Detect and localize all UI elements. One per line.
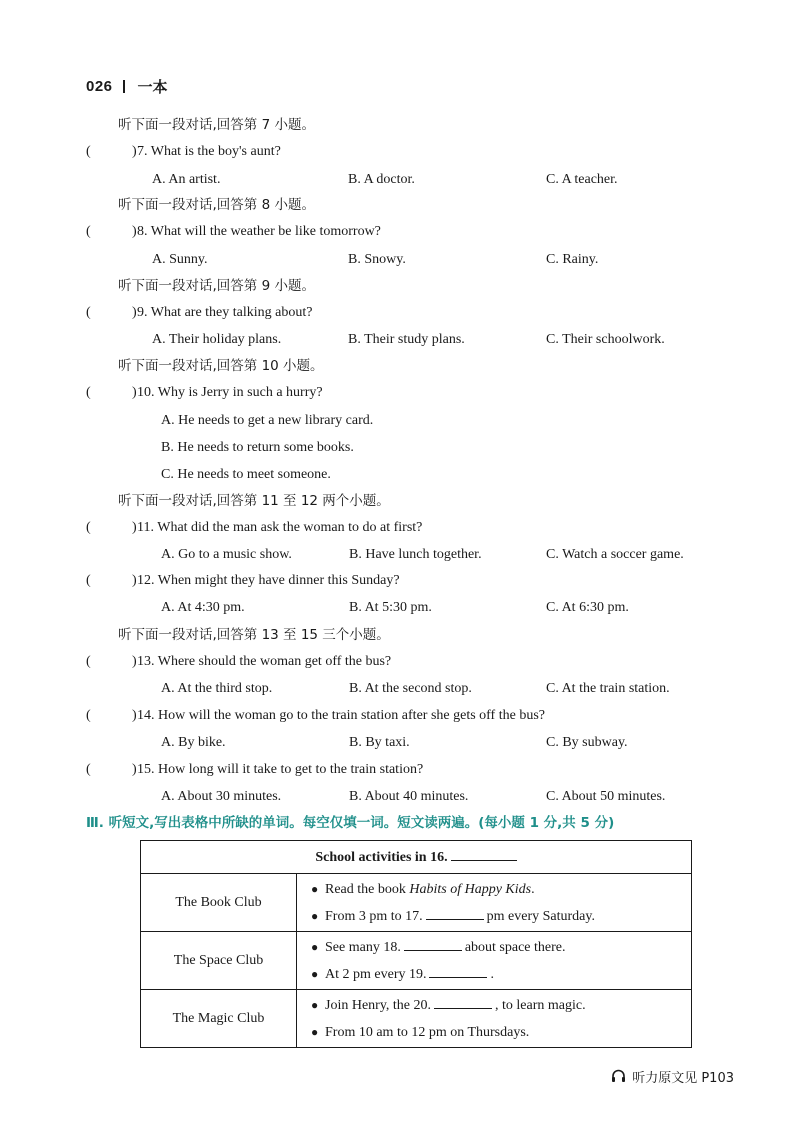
header-divider [123, 80, 125, 93]
club-name: The Space Club [141, 932, 297, 990]
bullet-icon: ● [311, 997, 319, 1012]
item-text-after: . [531, 881, 535, 897]
bullet-item [311, 876, 691, 903]
item-text: See many 18. [325, 939, 401, 955]
answer-option[interactable]: B. Their study plans. [348, 332, 465, 347]
instruction-line: 听下面一段对话,回答第 11 至 12 两个小题。 [118, 493, 390, 509]
question-prompt: What is the boy's aunt? [150, 144, 281, 159]
question-prompt: How long will it take to get to the train station? [158, 762, 424, 777]
table-row [141, 932, 692, 990]
answer-option[interactable]: B. Have lunch together. [349, 547, 482, 562]
question-item: ( ) 15. How long will it take to get to the train station? [86, 760, 776, 780]
answer-option[interactable]: B. At 5:30 pm. [349, 600, 432, 615]
answer-option[interactable]: C. At the train station. [546, 681, 670, 696]
question-item: ( ) 13. Where should the woman get off the bus? [86, 652, 776, 672]
question-item: ( ) 10. Why is Jerry in such a hurry? [86, 383, 776, 403]
table-row [141, 990, 692, 1048]
book-title: 一本 [137, 77, 168, 96]
club-details [297, 990, 692, 1048]
question-prompt: What will the weather be like tomorrow? [150, 224, 381, 239]
table-header-text: School activities in 16. [315, 849, 448, 865]
question-text: 12. When might they have dinner this Sunday? [137, 573, 400, 588]
item-text-after: pm every Saturday. [486, 908, 595, 924]
bullet-item [311, 1019, 691, 1046]
instruction-line: 听下面一段对话,回答第 8 小题。 [118, 197, 315, 213]
answer-option[interactable]: C. He needs to meet someone. [161, 467, 331, 482]
question-prompt: What did the man ask the woman to do at first? [157, 520, 423, 535]
item-text: From 3 pm to 17. [325, 908, 423, 924]
answer-option[interactable]: B. He needs to return some books. [161, 440, 354, 455]
item-text-after: about space there. [464, 939, 566, 955]
question-number: 7 [137, 144, 144, 159]
question-number: 13 [137, 654, 151, 669]
activities-table [140, 840, 692, 1048]
item-text: At 2 pm every 19. [325, 966, 427, 982]
question-number: 8 [137, 224, 144, 239]
answer-option[interactable]: C. A teacher. [546, 172, 618, 187]
answer-blank[interactable] [434, 997, 492, 1009]
answer-option[interactable]: A. By bike. [161, 735, 226, 750]
answer-option[interactable]: B. About 40 minutes. [349, 789, 469, 804]
bullet-item [311, 961, 691, 988]
question-number: 15 [137, 762, 151, 777]
bullet-item [311, 903, 691, 930]
item-text: From 10 am to 12 pm on Thursdays. [325, 1024, 530, 1040]
bullet-icon: ● [311, 908, 319, 923]
table-header [141, 841, 692, 874]
question-text: 7. What is the boy's aunt? [137, 144, 281, 159]
question-text: 9. What are they talking about? [137, 305, 313, 320]
page-number: 026 [86, 77, 113, 95]
answer-option[interactable]: A. Their holiday plans. [152, 332, 282, 347]
answer-blank[interactable] [404, 939, 462, 951]
question-item: ( ) 7. What is the boy's aunt? [86, 142, 776, 162]
question-text: 13. Where should the woman get off the bus? [137, 654, 392, 669]
answer-blank[interactable] [451, 849, 517, 861]
page-header [86, 76, 168, 96]
answer-option[interactable]: C. By subway. [546, 735, 628, 750]
question-number: 11 [137, 520, 151, 535]
question-number: 12 [137, 573, 151, 588]
answer-option[interactable]: A. Go to a music show. [161, 547, 292, 562]
question-text: 8. What will the weather be like tomorrow? [137, 224, 381, 239]
question-text: 14. How will the woman go to the train station after she gets off the bus? [137, 708, 545, 723]
answer-option[interactable]: C. At 6:30 pm. [546, 600, 629, 615]
instruction-line: 听下面一段对话,回答第 10 小题。 [118, 358, 324, 374]
answer-option[interactable]: A. At the third stop. [161, 681, 273, 696]
answer-blank[interactable] [429, 966, 487, 978]
answer-option[interactable]: A. About 30 minutes. [161, 789, 282, 804]
section-3-title: Ⅲ. 听短文,写出表格中所缺的单词。每空仅填一词。短文读两遍。(每小题 1 分,共 5 分) [86, 815, 615, 831]
question-prompt: How will the woman go to the train station after she gets off the bus? [158, 708, 545, 723]
answer-option[interactable]: B. Snowy. [348, 252, 406, 267]
bullet-item [311, 992, 691, 1019]
question-item: ( ) 11. What did the man ask the woman to do at first? [86, 518, 776, 538]
question-item: ( ) 14. How will the woman go to the train station after she gets off the bus? [86, 706, 776, 726]
question-prompt: Where should the woman get off the bus? [157, 654, 392, 669]
headphones-icon [611, 1069, 626, 1083]
club-name: The Book Club [141, 874, 297, 932]
item-text: Join Henry, the 20. [325, 997, 432, 1013]
bullet-icon: ● [311, 1024, 319, 1039]
footer-text: 听力原文见 P103 [632, 1070, 734, 1086]
answer-option[interactable]: A. At 4:30 pm. [161, 600, 245, 615]
footer [611, 1066, 734, 1086]
answer-option[interactable]: A. An artist. [152, 172, 221, 187]
item-text: Read the book [325, 881, 410, 897]
answer-option[interactable]: A. Sunny. [152, 252, 208, 267]
question-text: 10. Why is Jerry in such a hurry? [137, 385, 323, 400]
book-title-italic: Habits of Happy Kids [409, 881, 532, 897]
table-row [141, 874, 692, 932]
question-item: ( ) 9. What are they talking about? [86, 303, 776, 323]
question-text: 11. What did the man ask the woman to do at first? [137, 520, 423, 535]
bullet-icon: ● [311, 966, 319, 981]
answer-option[interactable]: B. By taxi. [349, 735, 410, 750]
answer-blank[interactable] [426, 908, 484, 920]
club-name: The Magic Club [141, 990, 297, 1048]
answer-option[interactable]: C. Watch a soccer game. [546, 547, 684, 562]
answer-option[interactable]: C. Their schoolwork. [546, 332, 665, 347]
answer-option[interactable]: B. A doctor. [348, 172, 415, 187]
instruction-line: 听下面一段对话,回答第 9 小题。 [118, 278, 315, 294]
question-prompt: When might they have dinner this Sunday? [157, 573, 400, 588]
bullet-item [311, 934, 691, 961]
answer-option[interactable]: C. Rainy. [546, 252, 599, 267]
answer-option[interactable]: B. At the second stop. [349, 681, 472, 696]
club-details [297, 932, 692, 990]
answer-option[interactable]: C. About 50 minutes. [546, 789, 666, 804]
question-number: 9 [137, 305, 144, 320]
instruction-line: 听下面一段对话,回答第 13 至 15 三个小题。 [118, 627, 390, 643]
club-details [297, 874, 692, 932]
question-item: ( ) 8. What will the weather be like tomorrow? [86, 222, 776, 242]
instruction-line: 听下面一段对话,回答第 7 小题。 [118, 117, 315, 133]
bullet-icon: ● [311, 881, 319, 896]
question-text: 15. How long will it take to get to the train station? [137, 762, 424, 777]
question-prompt: What are they talking about? [150, 305, 313, 320]
question-item: ( ) 12. When might they have dinner this Sunday? [86, 571, 776, 591]
item-text-after: . [490, 966, 494, 982]
item-text-after: , to learn magic. [495, 997, 586, 1013]
bullet-icon: ● [311, 939, 319, 954]
question-number: 14 [137, 708, 151, 723]
answer-option[interactable]: A. He needs to get a new library card. [161, 413, 374, 428]
question-number: 10 [137, 385, 151, 400]
question-prompt: Why is Jerry in such a hurry? [157, 385, 323, 400]
